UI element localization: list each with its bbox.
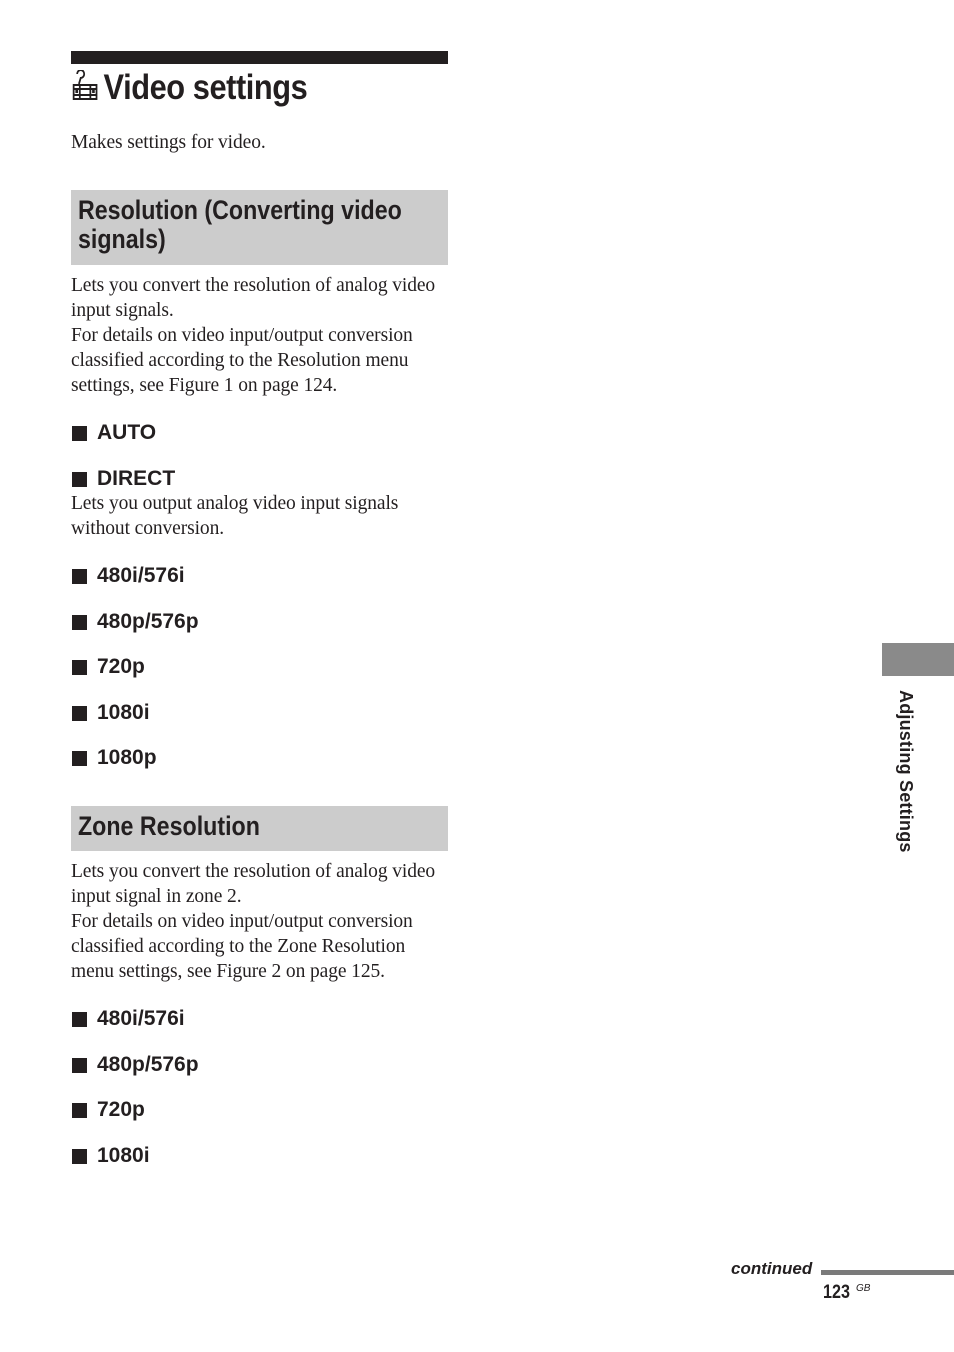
- square-bullet-icon: [72, 472, 87, 487]
- option-480i-576i: [71, 563, 185, 589]
- continued-label: continued: [731, 1259, 813, 1278]
- section-heading-resolution: Resolution (Converting video signals): [78, 195, 402, 254]
- zone-option-480p-576p: [71, 1052, 199, 1078]
- option-label: 1080p: [97, 746, 157, 769]
- paragraph: Lets you convert the resolution of analog video input signals.: [71, 275, 436, 321]
- square-bullet-icon: [72, 1149, 87, 1164]
- continued-rule: [821, 1270, 954, 1275]
- square-bullet-icon: [72, 660, 87, 675]
- title-rule: [71, 51, 448, 64]
- zone-resolution-description: [71, 859, 451, 984]
- intro-text: Makes settings for video.: [71, 132, 266, 153]
- option-label: AUTO: [97, 421, 157, 444]
- page-title: [71, 66, 307, 110]
- film-camera-icon: [71, 70, 101, 106]
- square-bullet-icon: [72, 1103, 87, 1118]
- paragraph: Lets you convert the resolution of analog video input signal in zone 2.: [71, 861, 436, 907]
- section-heading-zone-resolution: Zone Resolution: [78, 811, 260, 841]
- option-auto: [71, 420, 156, 446]
- chapter-tab-label: Adjusting Settings: [896, 690, 916, 853]
- page-number-suffix: GB: [856, 1283, 871, 1294]
- option-direct: [71, 466, 175, 492]
- option-label: DIRECT: [97, 467, 176, 490]
- option-label: 480i/576i: [97, 1007, 185, 1030]
- option-label: 1080i: [97, 701, 150, 724]
- square-bullet-icon: [72, 426, 87, 441]
- page-number: 123: [823, 1282, 850, 1303]
- square-bullet-icon: [72, 706, 87, 721]
- paragraph: For details on video input/output conversion classified according to the Resolution menu settings, see Figure 1 on page 124.: [71, 325, 413, 396]
- option-label: 480p/576p: [97, 610, 199, 633]
- square-bullet-icon: [72, 1058, 87, 1073]
- option-label: 1080i: [97, 1144, 150, 1167]
- section-heading-box-zone-resolution: [71, 806, 448, 851]
- option-label: 480p/576p: [97, 1053, 199, 1076]
- option-label: 720p: [97, 1098, 145, 1121]
- option-1080p: [71, 745, 157, 771]
- option-direct-description: Lets you output analog video input signals without conversion.: [71, 493, 399, 539]
- resolution-description: [71, 273, 451, 398]
- zone-option-480i-576i: [71, 1006, 185, 1032]
- option-label: 480i/576i: [97, 564, 185, 587]
- option-480p-576p: [71, 609, 199, 635]
- page-title-text: Video settings: [103, 68, 308, 107]
- zone-option-720p: [71, 1097, 145, 1123]
- section-heading-box-resolution: [71, 190, 448, 265]
- option-1080i: [71, 700, 150, 726]
- square-bullet-icon: [72, 1012, 87, 1027]
- chapter-tab-marker: [882, 643, 954, 676]
- square-bullet-icon: [72, 615, 87, 630]
- option-label: 720p: [97, 655, 145, 678]
- zone-option-1080i: [71, 1143, 150, 1169]
- square-bullet-icon: [72, 569, 87, 584]
- option-720p: [71, 654, 145, 680]
- paragraph: For details on video input/output conversion classified according to the Zone Resolution menu settings, see Figure 2 on page 125.: [71, 911, 413, 982]
- square-bullet-icon: [72, 751, 87, 766]
